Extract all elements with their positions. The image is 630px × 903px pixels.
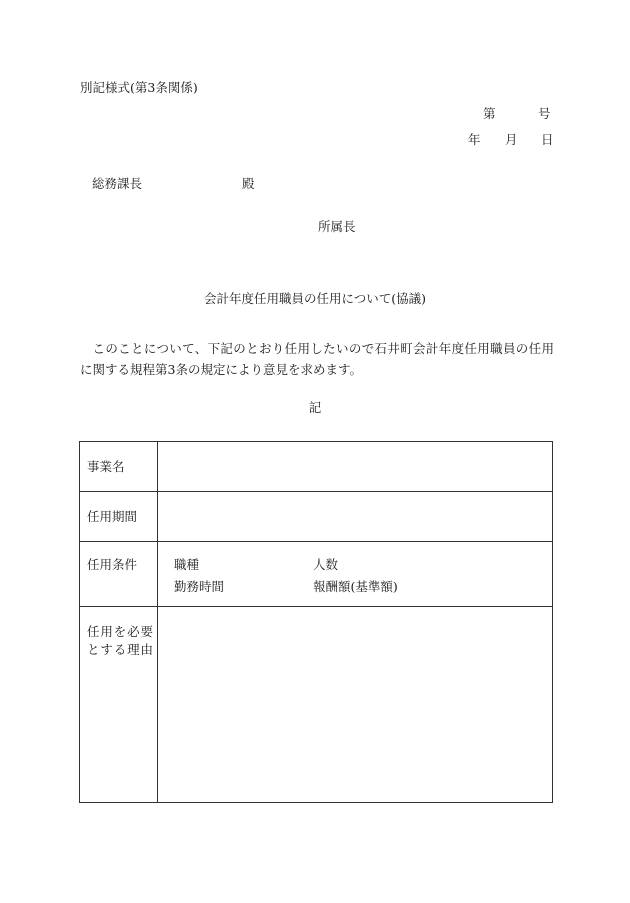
- date-year: 年: [468, 132, 481, 147]
- row-label-period: 任用期間: [87, 509, 138, 524]
- number-prefix: 第: [483, 106, 496, 121]
- date-month: 月: [505, 132, 518, 147]
- form-table: [79, 441, 553, 803]
- document-title: 会計年度任用職員の任用について(協議): [203, 291, 426, 306]
- field-remuneration: 報酬額(基準額): [313, 579, 398, 594]
- table-row-project: [80, 442, 552, 492]
- table-row-reason: [80, 607, 552, 803]
- field-job-type: 職種: [174, 557, 200, 572]
- date-day: 日: [541, 132, 554, 147]
- addressee: 総務課長: [92, 176, 143, 191]
- row-label-project: 事業名: [87, 459, 125, 474]
- row-label-conditions: 任用条件: [87, 557, 138, 572]
- form-label: 別記様式(第3条関係): [80, 80, 198, 95]
- sender: 所属長: [318, 219, 356, 234]
- number-suffix: 号: [538, 106, 551, 121]
- field-working-hours: 勤務時間: [174, 579, 225, 594]
- row-label-reason: 任用を必要とする理由: [87, 624, 153, 657]
- honorific: 殿: [242, 176, 255, 191]
- ki-heading: 記: [308, 400, 322, 415]
- field-headcount: 人数: [313, 557, 339, 572]
- body-text: このことについて、下記のとおり任用したいので石井町会計年度任用職員の任用に関する規程第3条の規定により意見を求めます。: [80, 341, 554, 377]
- table-row-conditions: [80, 542, 552, 607]
- table-row-period: [80, 492, 552, 542]
